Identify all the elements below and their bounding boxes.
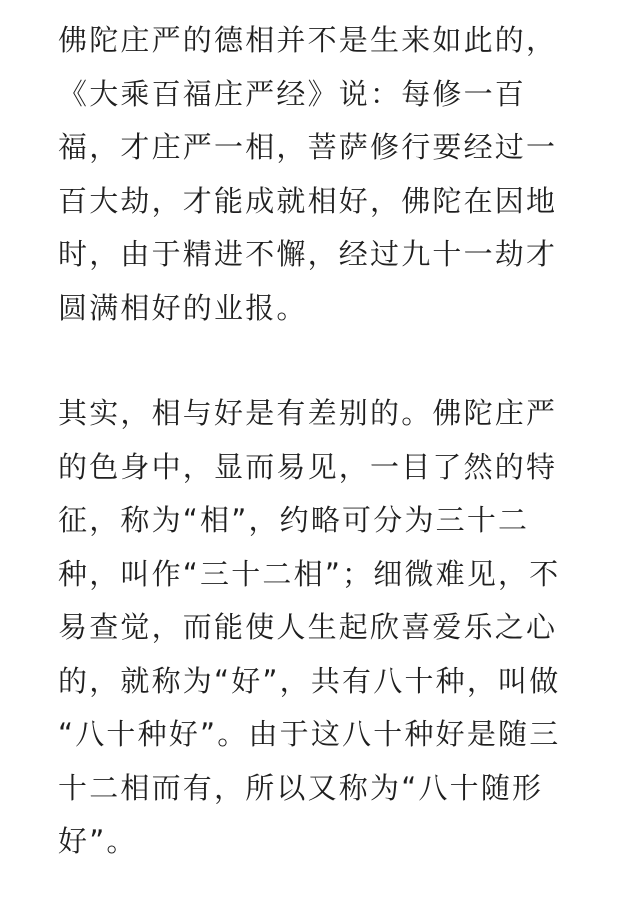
text-line: 时，由于精进不懈，经过九十一劫才 — [58, 237, 558, 271]
text-line: 其实，相与好是有差别的。佛陀庄严 — [58, 396, 558, 430]
text-line: 十二相而有，所以又称为“八十随形 — [58, 770, 544, 805]
text-line: 的色身中，显而易见，一目了然的特 — [58, 449, 558, 484]
text-line: 福，才庄严一相，菩萨修行要经过一 — [58, 130, 558, 164]
paragraph-2 — [58, 387, 618, 869]
text-line: 圆满相好的业报。 — [58, 290, 308, 325]
text-line: “八十种好”。由于这八十种好是随三 — [58, 717, 561, 751]
text-line: 征，称为“相”，约略可分为三十二 — [58, 503, 530, 537]
text-line: 《大乘百福庄严经》说：每修一百 — [58, 76, 527, 111]
text-line: 好”。 — [58, 824, 138, 858]
text-line: 易查觉，而能使人生起欣喜爱乐之心 — [58, 610, 558, 644]
paragraph-spacer — [58, 335, 618, 387]
text-line: 百大劫，才能成就相好，佛陀在因地 — [58, 183, 558, 218]
text-line: 的，就称为“好”，共有八十种，叫做 — [58, 663, 561, 698]
text-line: 佛陀庄严的德相并不是生来如此的， — [58, 23, 558, 57]
text-line: 种，叫作“三十二相”；细微难见，不 — [58, 556, 561, 591]
paragraph-1 — [58, 14, 618, 335]
article-body — [58, 14, 618, 869]
